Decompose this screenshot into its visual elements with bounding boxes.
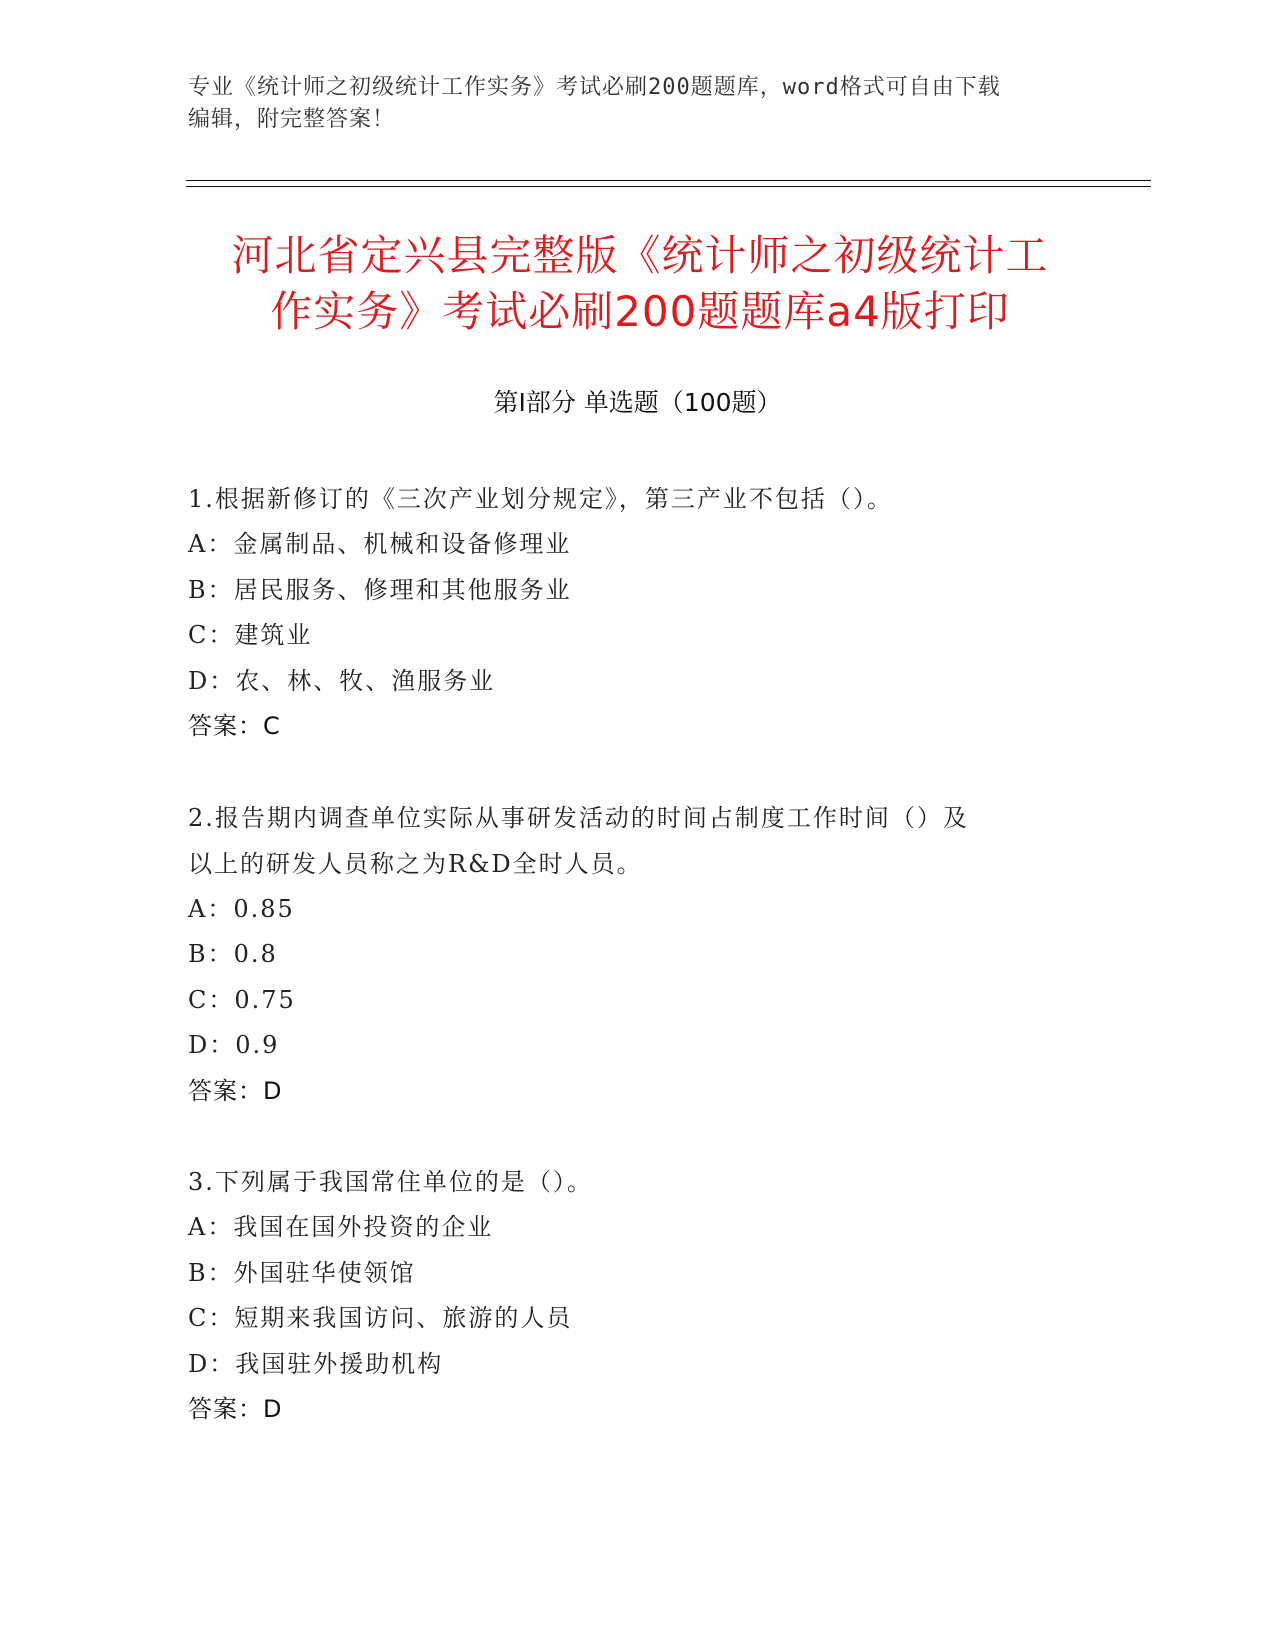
option-c: C：短期来我国访问、旅游的人员: [188, 1304, 573, 1332]
question-stem: 1.根据新修订的《三次产业划分规定》，第三产业不包括（）。: [188, 485, 893, 513]
question-3: [188, 1159, 1088, 1433]
option-a: A：金属制品、机械和设备修理业: [188, 530, 572, 558]
option-c: C：建筑业: [188, 621, 313, 649]
answer: 答案：C: [188, 712, 281, 740]
question-2: [188, 795, 1088, 1115]
header-divider-bottom: [186, 186, 1151, 187]
option-b: B：0.8: [188, 940, 278, 968]
option-d: D：我国驻外援助机构: [188, 1349, 444, 1378]
option-d: D：农、林、牧、渔服务业: [188, 666, 496, 695]
section-heading: 第Ⅰ部分 单选题（100题）: [493, 388, 782, 417]
option-a: A：我国在国外投资的企业: [188, 1213, 494, 1241]
question-stem-continued: 以上的研发人员称之为R&D全时人员。: [188, 849, 643, 878]
document-intro: [188, 72, 1088, 136]
question-list: [188, 476, 1088, 1433]
question-stem: 2.报告期内调查单位实际从事研发活动的时间占制度工作时间（）及: [188, 803, 969, 832]
intro-line-1: 专业《统计师之初级统计工作实务》考试必刷200题题库，word格式可自由下载: [188, 75, 1001, 100]
option-d: D：0.9: [188, 1031, 280, 1059]
option-b: B：居民服务、修理和其他服务业: [188, 575, 572, 604]
option-b: B：外国驻华使领馆: [188, 1258, 416, 1287]
title-line-2: 作实务》考试必刷200题题库a4版打印: [270, 287, 1010, 336]
header-divider-top: [186, 180, 1151, 181]
answer: 答案：D: [188, 1395, 283, 1423]
question-stem: 3.下列属于我国常住单位的是（）。: [188, 1168, 593, 1196]
answer: 答案：D: [188, 1076, 283, 1105]
question-1: [188, 476, 1088, 750]
title-line-1: 河北省定兴县完整版《统计师之初级统计工: [231, 231, 1049, 280]
document-title: [160, 228, 1120, 340]
intro-line-2: 编辑，附完整答案！: [188, 107, 396, 132]
option-a: A：0.85: [188, 894, 295, 923]
option-c: C：0.75: [188, 985, 296, 1014]
